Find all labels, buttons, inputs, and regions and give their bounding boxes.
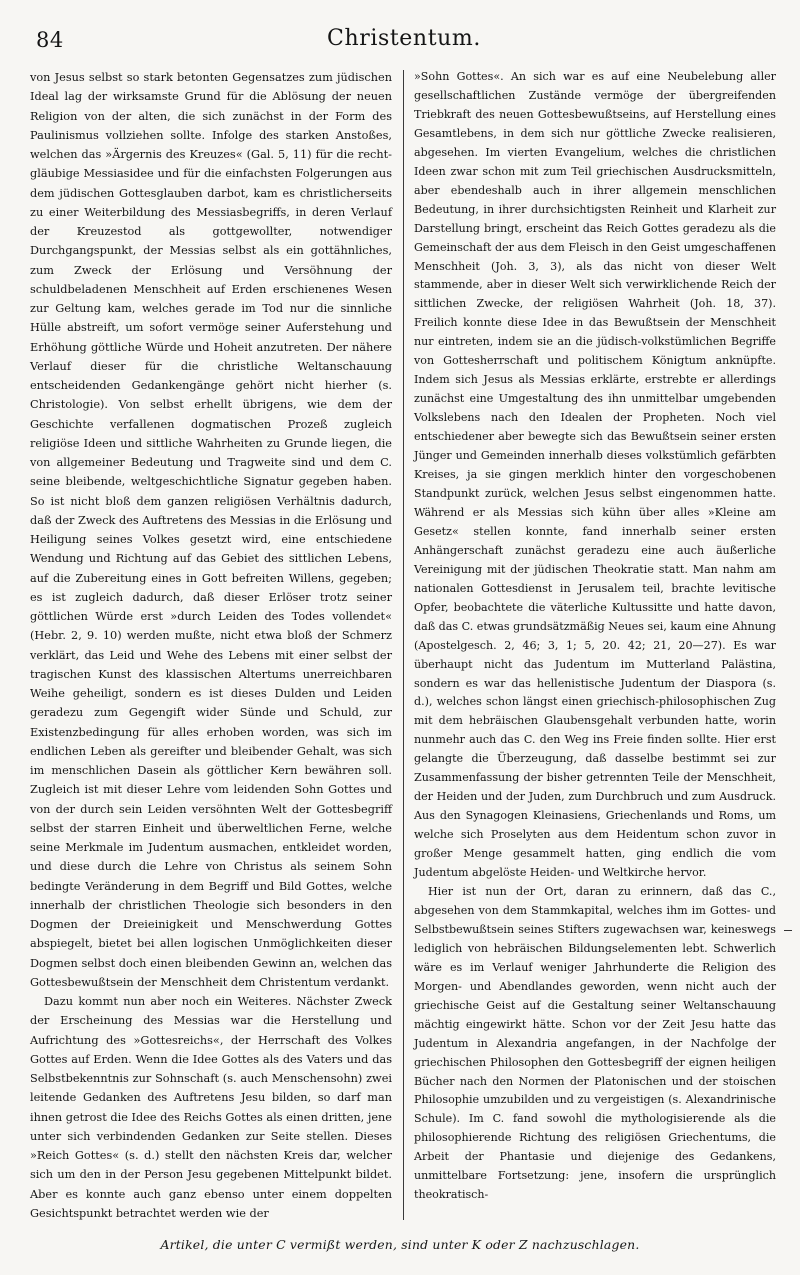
right-paragraph-1: »Sohn Gottes«. An sich war es auf eine Neubelebung aller gesellschaftlichen Zustände vermöge der übergreifenden Triebkraft des neuen Gottesbewußtseins, auf Herstellung eines Gesamtlebens, in dem sich nur göttliche Zwecke realisieren, abgesehen. Im vierten Evangelium, welches die christlichen Ideen zwar schon mit zum Teil griechischen Ausdrucksmitteln, aber ebendeshalb auch in ihrer allgemein menschlichen Bedeutung, in ihrer durchsichtigsten Reinheit und Klarheit zur Darstellung bringt, erscheint das Reich Gottes geradezu als die Gemeinschaft der aus dem Fleisch in den Geist umgeschaffenen Menschheit (Joh. 3, 3), als das nicht von dieser Welt stammende, aber in dieser Welt sich verwirklichende Reich der sittlichen Zwecke, der religiösen Wahrheit (Joh. 18, 37). Freilich konnte diese Idee in das Bewußtsein der Menschheit nur eintreten, indem sie an die jüdisch-volkstümlichen Begriffe von Gottesherrschaft und politischem Königtum anknüpfte. Indem sich Jesus als Messias erklärte, erstrebte er allerdings zunächst eine Umgestaltung des ihn unmittelbar umgebenden Volkslebens nach den Idealen der Propheten. Noch viel entschiedener aber bewegte sich das Bewußtsein seiner ersten Jünger und Gemeinden innerhalb dieses volkstümlich gefärbten Kreises, ja sie gingen merklich hinter den vorgeschobenen Standpunkt zurück, welchen Jesus selbst eingenommen hatte. Während er als Messias sich kühn über alles »Kleine am Gesetz« stellen konnte, fand innerhalb seiner ersten Anhängerschaft zunächst geradezu eine auch äußerliche Vereinigung mit der jüdischen Theokratie statt. Man nahm am nationalen Gottesdienst in Jerusalem teil, brachte levitische Opfer, beobachtete die väterliche Kultussitte und hatte davon, daß das C. etwas grundsätzmäßig Neues sei, kaum eine Ahnung (Apostelgesch. 2, 46; 3, 1; 5, 20. 42; 21, 20—27). Es war überhaupt nicht das Judentum im Mutterland Palästina, sondern es war das hellenistische Judentum der Diaspora (s. d.), welches schon längst einen griechisch-philosophischen Zug mit dem hebräischen Glaubensgehalt verbunden hatte, worin nunmehr auch das C. den Weg ins Freie finden sollte. Hier erst gelangte die Überzeugung, daß dasselbe bestimmt sei zur Zusammenfassung der bisher getrennten Teile der Menschheit, der Heiden und der Juden, zum Durchbruch und zum Ausdruck. Aus den Synagogen Kleinasiens, Griechenlands und Roms, um welche sich Proselyten aus dem Heidentum schon zuvor in großer Menge gesammelt hatten, ging endlich die vom Judentum abgelöste Heiden- und Weltkirche hervor.: [414, 70, 776, 880]
left-paragraph-2: Dazu kommt nun aber noch ein Weiteres. Nächster Zweck der Erscheinung des Messias war die Herstellung und Aufrichtung des »Gottesreichs«, der Herrschaft des Volkes Gottes auf Erden. Wenn die Idee Gottes als des Vaters und das Selbstbekenntnis zur Sohnschaft (s. auch Menschensohn) zwei leitende Gedanken des Auftretens Jesu bilden, so darf man ihnen getrost die Idee des Reichs Gottes als einen dritten, jene unter sich verbindenden Gedanken zur Seite stellen. Dieses »Reich Gottes« (s. d.) stellt den nächsten Kreis dar, welcher sich um den in der Person Jesu gegebenen Mittelpunkt bildet. Aber es konnte auch ganz ebenso unter einem doppelten Gesichtspunkt betrachtet werden wie der: [30, 995, 392, 1220]
left-column: [30, 68, 392, 1223]
running-head: Christentum.: [327, 26, 481, 51]
left-paragraph-1: von Jesus selbst so stark betonten Gegensatzes zum jüdischen Ideal lag der wirksamste Grund für die Ablösung der neuen Religion von der alten, die sich zunächst in der Form des Paulinismus vollziehen sollte. Infolge des starken Anstoßes, welchen das »Ärgernis des Kreuzes« (Gal. 5, 11) für die recht-gläubige Messiasidee und für die einfachsten Folgerungen aus dem jüdischen Gottesglauben darbot, kam es christlicherseits zu einer Weiterbildung des Messiasbegriffs, in deren Verlauf der Kreuzestod als gottgewollter, notwendiger Durchgangspunkt, der Messias selbst als ein gottähnliches, zum Zweck der Erlösung und Versöhnung der schuldbeladenen Menschheit auf Erden erschienenes Wesen zur Geltung kam, welches gerade im Tod nur die sinnliche Hülle abstreift, um sofort vermöge seiner Auferstehung und Erhöhung göttliche Würde und Hoheit anzutreten. Der nähere Verlauf dieser für die christliche Weltanschauung entscheidenden Gedankengänge gehört nicht hierher (s. Christologie). Von selbst erhellt übrigens, wie dem der Geschichte verfallenen dogmatischen Prozeß zugleich religiöse Ideen und sittliche Wahrheiten zu Grunde liegen, die von allgemeiner Bedeutung und Tragweite sind und dem C. seine bleibende, weltgeschichtliche Signatur gegeben haben. So ist nicht bloß dem ganzen religiösen Verhältnis dadurch, daß der Zweck des Auftretens des Messias in die Erlösung und Heiligung seines Volkes gesetzt wird, eine entschiedene Wendung und Richtung auf das Gebiet des sittlichen Lebens, auf die Zubereitung eines in Gott befreiten Willens, gegeben; es ist zugleich dadurch, daß dieser Erlöser trotz seiner göttlichen Würde erst »durch Leiden des Todes vollendet« (Hebr. 2, 9. 10) werden mußte, nicht etwa bloß der Schmerz verklärt, das Leid und Wehe des Lebens mit einer selbst der tragischen Kunst des klassischen Altertums unerreichbaren Weihe geheiligt, sondern es ist dieses Dulden und Leiden geradezu zum Gegengift wider Sünde und Schuld, zur Existenzbedingung für alles erhoben worden, was sich im endlichen Leben als gereifter und bleibender Gehalt, was sich im menschlichen Dasein als göttlicher Kern bewähren soll. Zugleich ist mit dieser Lehre vom leidenden Sohn Gottes und von der durch sein Leiden versöhnten Welt der Gottesbegriff selbst der starren Einheit und überweltlichen Ferne, welche seine Merkmale im Judentum ausmachen, entkleidet worden, und diese durch die Lehre von Christus als seinem Sohn bedingte Veränderung in dem Begriff und Bild Gottes, welche innerhalb der christlichen Theologie sich besonders in den Dogmen der Dreieinigkeit und Menschwerdung Gottes abspiegelt, bietet bei allen logischen Unmöglichkeiten dieser Dogmen selbst doch einen bleibenden Gewinn an, welchen das Gottesbewußtsein der Menschheit dem Christentum verdankt.: [30, 71, 392, 989]
footnote: Artikel, die unter C vermißt werden, sind unter K oder Z nachzuschlagen.: [160, 1237, 640, 1252]
page-header: [28, 26, 780, 60]
column-divider: [403, 70, 404, 1220]
page-number: 84: [36, 28, 64, 52]
margin-mark: [784, 930, 792, 931]
right-column: [414, 68, 776, 1205]
right-paragraph-2: Hier ist nun der Ort, daran zu erinnern, daß das C., abgesehen von dem Stammkapital, welches ihm im Gottes- und Selbstbewußtsein seines Stifters zugewachsen war, keineswegs lediglich von hebräischen Bildungselementen lebt. Schwerlich wäre es im Verlauf weniger Jahrhunderte die Religion des Morgen- und Abendlandes geworden, wenn nicht auch der griechische Geist auf die Gestaltung seiner Weltanschauung mächtig eingewirkt hätte. Schon vor der Zeit Jesu hatte das Judentum in Alexandria angefangen, in der Nachfolge der griechischen Philosophen den Gottesbegriff der eignen heiligen Bücher nach den Normen der Platonischen und der stoischen Philosophie umzubilden und zu vergeistigen (s. Alexandrinische Schule). Im C. fand sowohl die mythologisierende als die philosophierende Richtung des religiösen Griechentums, die Arbeit der Phantasie und diejenige des Gedankens, unmittelbare Fortsetzung: jene, insofern die ursprünglich theokratisch-: [414, 884, 776, 1202]
